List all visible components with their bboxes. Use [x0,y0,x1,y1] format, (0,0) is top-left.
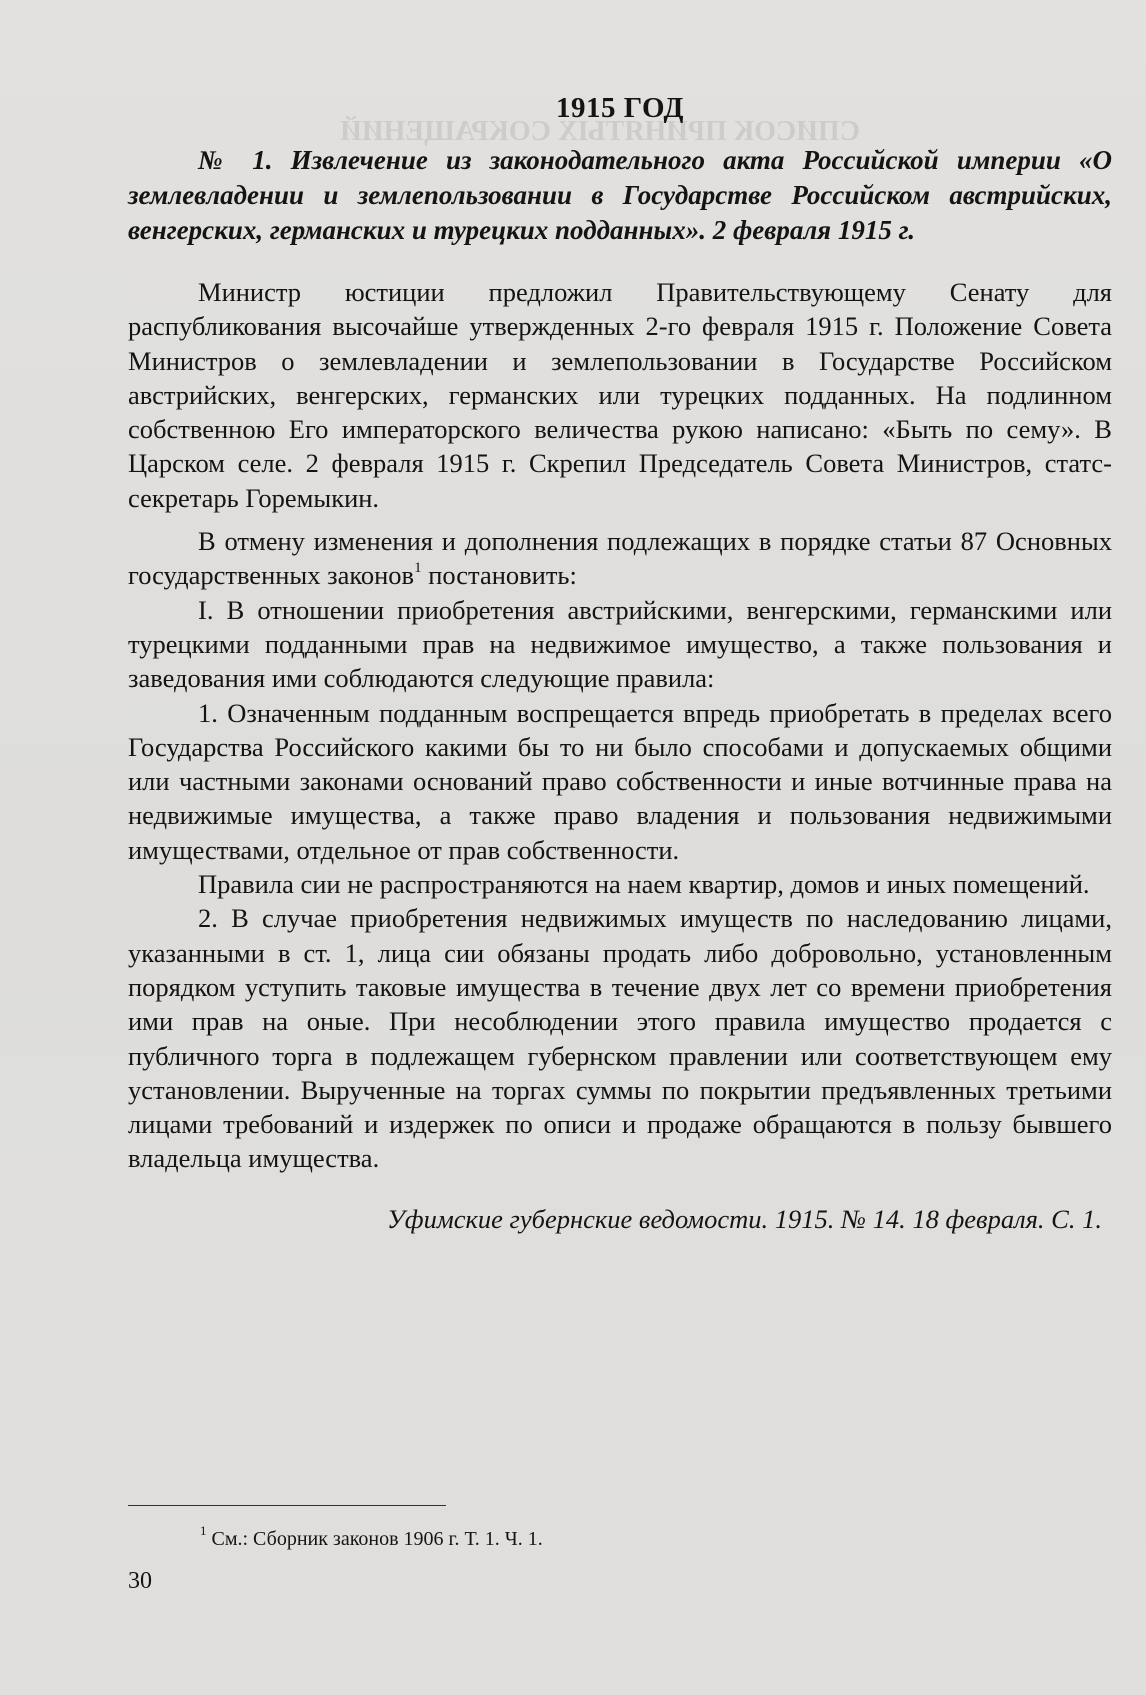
paragraph-rule-two: 2. В случае приобретения недвижимых имуществ по наследованию лицами, указанными в ст. 1, лица сии обязаны продать либо добровольно, установленным порядком уступить таковые имущества в течение двух лет со времени приобретения ими прав на оные. При несоблюдении этого правила имущество продается с публичного торга в подлежащем губернском правлении или соответствующем ему установлении. Вырученные на торгах суммы по покрытии предъявленных третьими лицами требований и издержек по описи и продаже обращаются в пользу бывшего владельца имущества. [128,903,1112,1174]
page-number: 30 [128,1568,152,1594]
year-heading: 1915 ГОД [555,92,685,124]
paragraph-section-one: I. В отношении приобретения австрийскими, венгерскими, германскими или турецкими подданными прав на недвижимое имущество, а также пользования и заведования ими соблюдаются следующие правила: [128,594,1112,694]
paragraph-basis-text: В отмену изменения и дополнения подлежащих в порядке статьи 87 Основных государственных законов [128,526,1112,591]
document-title: № 1. Извлечение из законодательного акта Российской империи «О землевладении и землепользовании в Государстве Российском австрийских, венгерских, германских и турецких подданных». 2 февраля 1915 г. [128,145,1112,245]
paragraph-intro: Министр юстиции предложил Правительствующему Сенату для распубликования высочайше утвержденных 2-го февраля 1915 г. Положение Совета Министров о землевладении и землепользовании в Государстве Российском австрийских, венгерских, германских или турецких подданных. На подлинном собственною Его императорского величества рукою написано: «Быть по сему». В Царском селе. 2 февраля 1915 г. Скрепил Председатель Совета Министров, статс-секретарь Горемыкин. [128,277,1112,513]
paragraph-exception: Правила сии не распространяются на наем квартир, домов и иных помещений. [198,869,1090,900]
paragraph-basis-tail: постановить: [421,560,577,591]
footnote [200,1523,543,1552]
paragraph-rule-one: 1. Означенным подданным воспрещается впредь приобретать в пределах всего Государства Российского какими бы то ни было способами и допускаемых общими или частными законами оснований право собственности и иные вотчинные права на недвижимые имущества, а также право владения и пользования недвижимыми имуществами, отдельное от прав собственности. [128,697,1112,865]
source-citation: Уфимские губернские ведомости. 1915. № 14. 18 февраля. С. 1. [386,1203,1102,1234]
bleed-through-heading: СПИСОК ПРИНЯТЫХ СОКРАЩЕНИЙ [340,116,860,147]
page-content [128,92,1112,1236]
footnote-reference[interactable]: 1 [414,559,422,576]
paragraph-basis [128,524,1112,593]
footnote-divider [128,1505,446,1506]
footnote-text: См.: Сборник законов 1906 г. Т. 1. Ч. 1. [206,1528,543,1550]
footnote-marker: 1 [200,1523,207,1539]
